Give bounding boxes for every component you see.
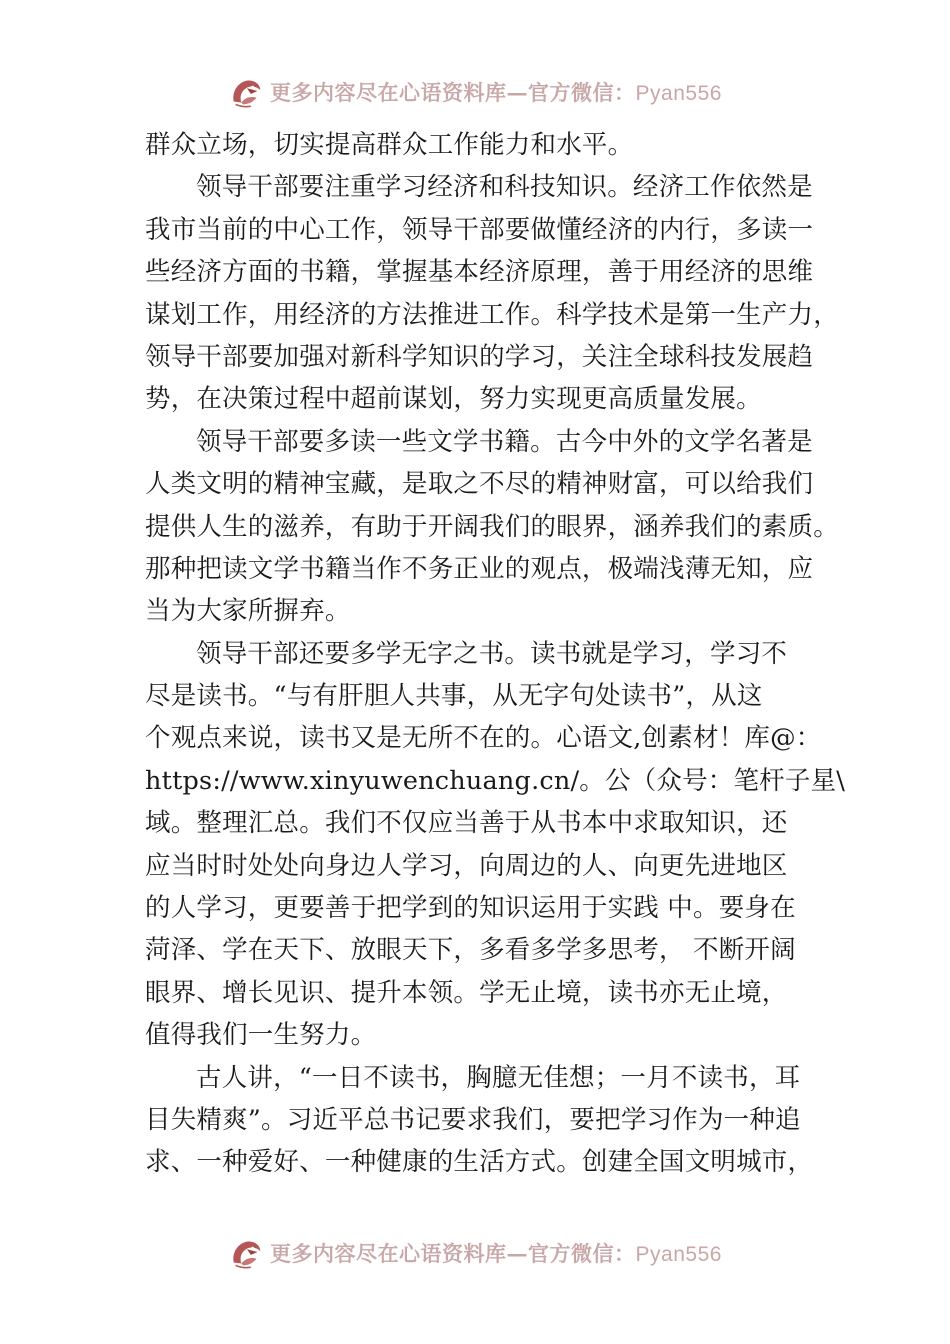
watermark-handle: Pyan556 xyxy=(635,1243,722,1266)
paragraph-start-line: 领导干部还要多学无字之书。读书就是学习，学习不 xyxy=(196,638,788,669)
text-line: 我市当前的中心工作，领导干部要做懂经济的内行，多读一 xyxy=(145,214,814,245)
text-line: 那种把读文学书籍当作不务正业的观点，极端浅薄无知，应 xyxy=(145,553,814,584)
text-line: 域。整理汇总。我们不仅应当善于从书本中求取知识，还 xyxy=(145,808,788,839)
text-line: 当为大家所摒弃。 xyxy=(145,596,351,627)
stylized-eagle-logo-icon xyxy=(228,73,266,111)
header-watermark xyxy=(0,72,950,112)
paragraph-start-line: 领导干部要多读一些文学书籍。古今中外的文学名著是 xyxy=(196,426,813,457)
watermark-text: 更多内容尽在心语资料库—官方微信：Pyan556 xyxy=(270,1241,722,1266)
text-line: 提供人生的滋养，有助于开阔我们的眼界，涵养我们的素质。 xyxy=(145,511,839,542)
text-line: 谋划工作，用经济的方法推进工作。科学技术是第一生产力， xyxy=(145,299,839,330)
text-line: 群众立场，切实提高群众工作能力和水平。 xyxy=(145,130,634,160)
text-line: 尽是读书。“与有肝胆人共事，从无字句处读书”，从这 xyxy=(145,681,763,712)
text-line: 求、一种爱好、一种健康的生活方式。创建全国文明城市， xyxy=(145,1147,814,1178)
text-line: 人类文明的精神宝藏，是取之不尽的精神财富，可以给我们 xyxy=(145,469,814,500)
text-line: 领导干部要加强对新科学知识的学习，关注全球科技发展趋 xyxy=(145,341,814,372)
text-line: 应当时时处处向身边人学习，向周边的人、向更先进地区 xyxy=(145,850,788,881)
text-line: 眼界、增长见识、提升本领。学无止境，读书亦无止境， xyxy=(145,977,788,1008)
footer-watermark xyxy=(0,1233,950,1273)
text-line: 目失精爽”。习近平总书记要求我们，要把学习作为一种追 xyxy=(145,1104,801,1135)
paragraph-start-line: 领导干部要注重学习经济和科技知识。经济工作依然是 xyxy=(196,172,813,203)
text-line: 些经济方面的书籍，掌握基本经济原理，善于用经济的思维 xyxy=(145,257,814,288)
text-line: 菏泽、学在天下、放眼天下，多看多学多思考， 不断开阔 xyxy=(145,935,796,966)
text-line-url: https://www.xinyuwenchuang.cn/。公（众号：笔杆子星\ xyxy=(145,765,846,796)
paragraph-start-line: 古人讲，“一日不读书，胸臆无佳想；一月不读书，耳 xyxy=(196,1062,801,1093)
document-body xyxy=(145,124,846,1184)
watermark-handle: Pyan556 xyxy=(635,82,722,105)
text-line: 个观点来说，读书又是无所不在的。心语文,创素材！库@： xyxy=(145,723,822,754)
text-line: 的人学习，更要善于把学到的知识运用于实践 中。要身在 xyxy=(145,893,796,924)
text-line: 势，在决策过程中超前谋划，努力实现更高质量发展。 xyxy=(145,384,762,415)
watermark-text: 更多内容尽在心语资料库—官方微信：Pyan556 xyxy=(270,80,722,105)
stylized-eagle-logo-icon xyxy=(228,1234,266,1272)
text-line: 值得我们一生努力。 xyxy=(145,1020,377,1051)
